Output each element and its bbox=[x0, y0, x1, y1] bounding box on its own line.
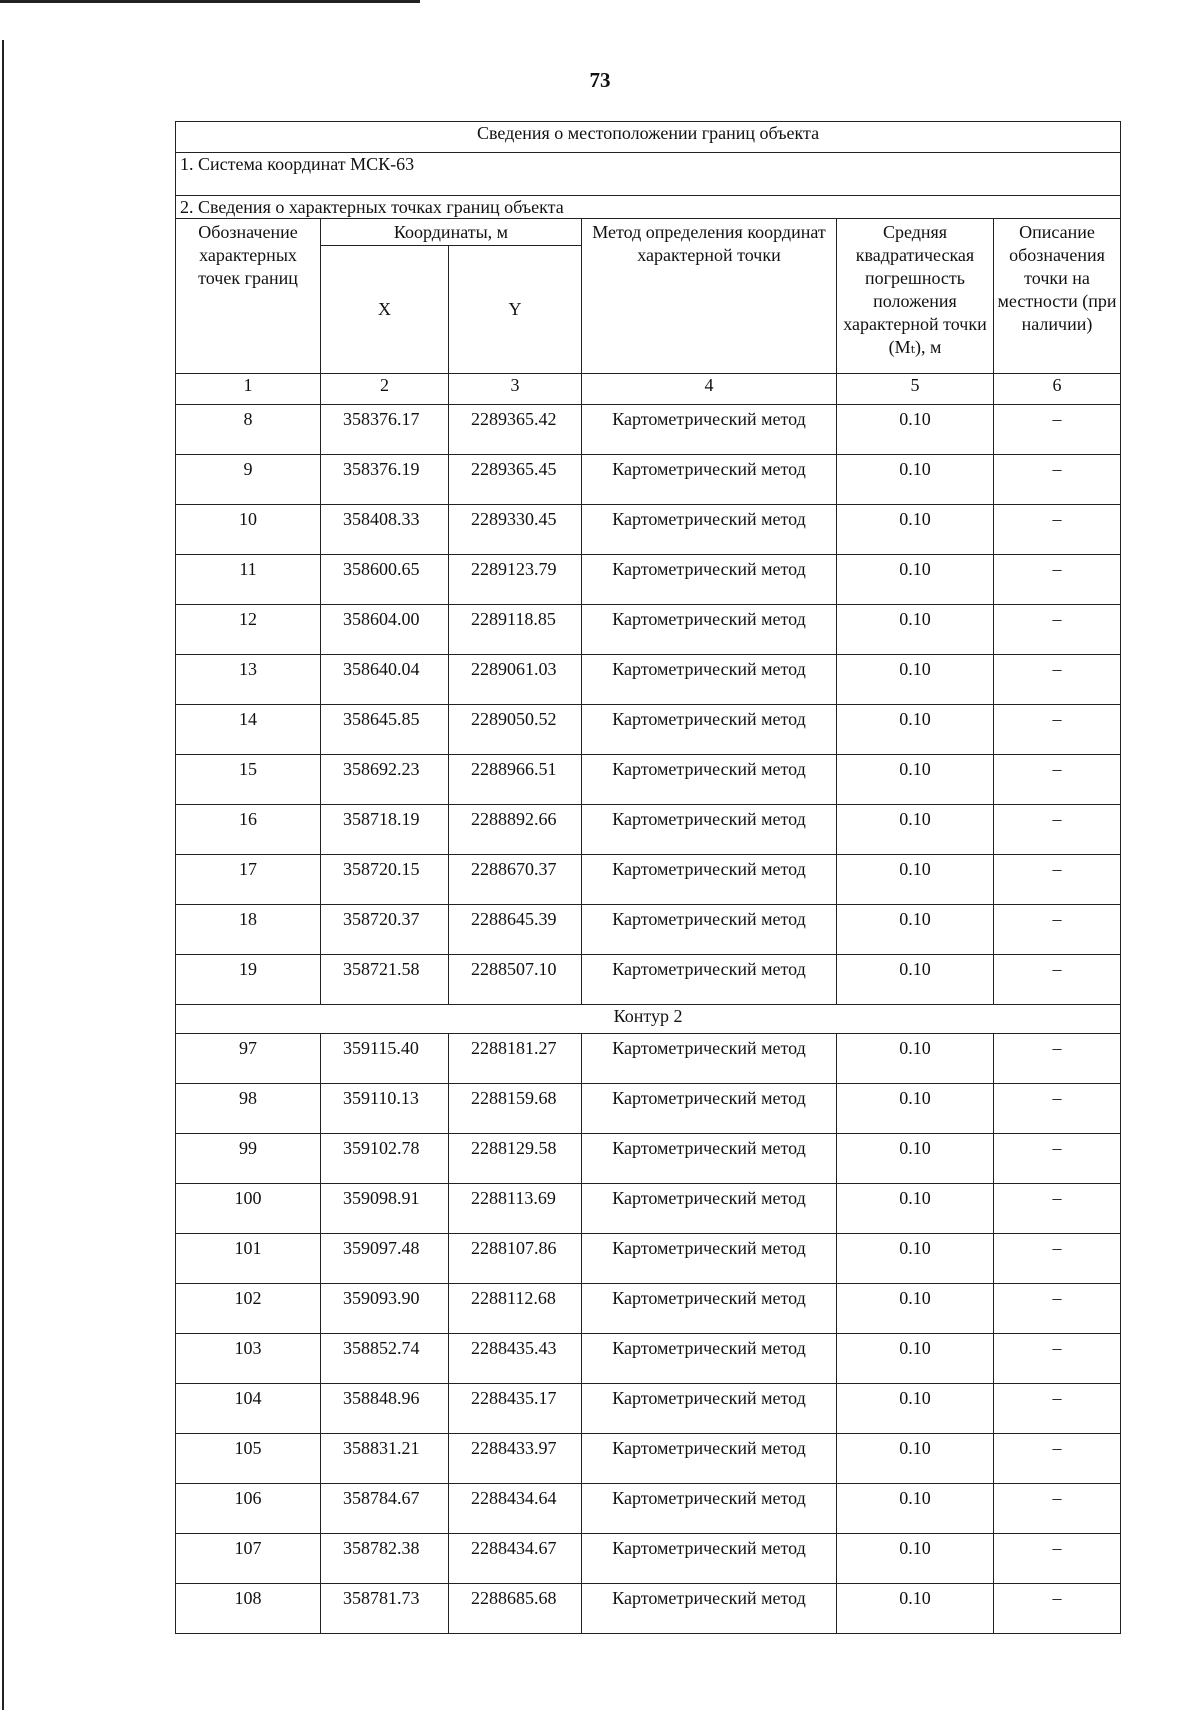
method-cell: Картометрический метод bbox=[582, 555, 837, 605]
method-cell: Картометрический метод bbox=[582, 855, 837, 905]
method-cell: Картометрический метод bbox=[582, 455, 837, 505]
y-cell: 2288434.64 bbox=[449, 1484, 582, 1534]
error-cell: 0.10 bbox=[837, 1234, 994, 1284]
header-description: Описание обозначения точки на местности (при наличии) bbox=[994, 219, 1121, 374]
table-title: Сведения о местоположении границ объекта bbox=[176, 122, 1121, 153]
table-row bbox=[176, 805, 1121, 855]
x-cell: 358831.21 bbox=[321, 1434, 449, 1484]
contour-label: Контур 2 bbox=[176, 1005, 1121, 1034]
table-row bbox=[176, 1384, 1121, 1434]
point-cell: 100 bbox=[176, 1184, 321, 1234]
y-cell: 2289118.85 bbox=[449, 605, 582, 655]
x-cell: 359097.48 bbox=[321, 1234, 449, 1284]
column-number: 3 bbox=[449, 374, 582, 405]
point-cell: 105 bbox=[176, 1434, 321, 1484]
error-cell: 0.10 bbox=[837, 955, 994, 1005]
description-cell: – bbox=[994, 1234, 1121, 1284]
column-number: 2 bbox=[321, 374, 449, 405]
column-number: 1 bbox=[176, 374, 321, 405]
header-error: Средняя квадратическая погрешность положения характерной точки (Mₜ), м bbox=[837, 219, 994, 374]
method-cell: Картометрический метод bbox=[582, 1034, 837, 1084]
description-cell: – bbox=[994, 505, 1121, 555]
y-cell: 2288181.27 bbox=[449, 1034, 582, 1084]
y-cell: 2288435.17 bbox=[449, 1384, 582, 1434]
x-cell: 358600.65 bbox=[321, 555, 449, 605]
y-cell: 2288670.37 bbox=[449, 855, 582, 905]
section-title: 2. Сведения о характерных точках границ объекта bbox=[176, 196, 1121, 219]
description-cell: – bbox=[994, 1284, 1121, 1334]
point-cell: 103 bbox=[176, 1334, 321, 1384]
error-cell: 0.10 bbox=[837, 1334, 994, 1384]
description-cell: – bbox=[994, 455, 1121, 505]
point-cell: 106 bbox=[176, 1484, 321, 1534]
x-cell: 358408.33 bbox=[321, 505, 449, 555]
description-cell: – bbox=[994, 1384, 1121, 1434]
description-cell: – bbox=[994, 1484, 1121, 1534]
point-cell: 8 bbox=[176, 405, 321, 455]
table-row bbox=[176, 555, 1121, 605]
point-cell: 17 bbox=[176, 855, 321, 905]
error-cell: 0.10 bbox=[837, 1034, 994, 1084]
x-cell: 359093.90 bbox=[321, 1284, 449, 1334]
method-cell: Картометрический метод bbox=[582, 1284, 837, 1334]
table-row bbox=[176, 755, 1121, 805]
method-cell: Картометрический метод bbox=[582, 1184, 837, 1234]
y-cell: 2288129.58 bbox=[449, 1134, 582, 1184]
error-cell: 0.10 bbox=[837, 755, 994, 805]
description-cell: – bbox=[994, 1534, 1121, 1584]
error-cell: 0.10 bbox=[837, 1134, 994, 1184]
y-cell: 2288507.10 bbox=[449, 955, 582, 1005]
x-cell: 358720.15 bbox=[321, 855, 449, 905]
y-cell: 2288113.69 bbox=[449, 1184, 582, 1234]
table-row bbox=[176, 855, 1121, 905]
error-cell: 0.10 bbox=[837, 905, 994, 955]
method-cell: Картометрический метод bbox=[582, 1384, 837, 1434]
header-point: Обозначение характерных точек границ bbox=[176, 219, 321, 374]
description-cell: – bbox=[994, 1034, 1121, 1084]
table-row bbox=[176, 1584, 1121, 1634]
table-row bbox=[176, 1134, 1121, 1184]
x-cell: 359115.40 bbox=[321, 1034, 449, 1084]
x-cell: 359110.13 bbox=[321, 1084, 449, 1134]
contour-label-row bbox=[176, 1005, 1121, 1034]
error-cell: 0.10 bbox=[837, 555, 994, 605]
description-cell: – bbox=[994, 905, 1121, 955]
point-cell: 19 bbox=[176, 955, 321, 1005]
column-numbers-row bbox=[176, 374, 1121, 405]
table-row bbox=[176, 655, 1121, 705]
column-number: 5 bbox=[837, 374, 994, 405]
error-cell: 0.10 bbox=[837, 705, 994, 755]
point-cell: 98 bbox=[176, 1084, 321, 1134]
error-cell: 0.10 bbox=[837, 655, 994, 705]
point-cell: 102 bbox=[176, 1284, 321, 1334]
header-x: X bbox=[321, 246, 449, 374]
x-cell: 358781.73 bbox=[321, 1584, 449, 1634]
table-row bbox=[176, 1484, 1121, 1534]
x-cell: 358782.38 bbox=[321, 1534, 449, 1584]
method-cell: Картометрический метод bbox=[582, 505, 837, 555]
description-cell: – bbox=[994, 1084, 1121, 1134]
y-cell: 2288434.67 bbox=[449, 1534, 582, 1584]
description-cell: – bbox=[994, 755, 1121, 805]
point-cell: 104 bbox=[176, 1384, 321, 1434]
point-cell: 15 bbox=[176, 755, 321, 805]
point-cell: 108 bbox=[176, 1584, 321, 1634]
description-cell: – bbox=[994, 1434, 1121, 1484]
method-cell: Картометрический метод bbox=[582, 1484, 837, 1534]
description-cell: – bbox=[994, 1184, 1121, 1234]
x-cell: 358692.23 bbox=[321, 755, 449, 805]
error-cell: 0.10 bbox=[837, 1584, 994, 1634]
header-coordinates: Координаты, м bbox=[321, 219, 582, 246]
method-cell: Картометрический метод bbox=[582, 1334, 837, 1384]
coordinate-system: 1. Система координат МСК-63 bbox=[176, 153, 1121, 196]
scan-edge-line-left bbox=[2, 40, 4, 1710]
table-row bbox=[176, 1184, 1121, 1234]
description-cell: – bbox=[994, 555, 1121, 605]
error-cell: 0.10 bbox=[837, 605, 994, 655]
x-cell: 358640.04 bbox=[321, 655, 449, 705]
page-number: 73 bbox=[589, 68, 611, 92]
error-cell: 0.10 bbox=[837, 805, 994, 855]
table-row bbox=[176, 1234, 1121, 1284]
method-cell: Картометрический метод bbox=[582, 805, 837, 855]
x-cell: 359098.91 bbox=[321, 1184, 449, 1234]
point-cell: 16 bbox=[176, 805, 321, 855]
x-cell: 359102.78 bbox=[321, 1134, 449, 1184]
point-cell: 14 bbox=[176, 705, 321, 755]
table-body bbox=[176, 122, 1121, 1634]
error-cell: 0.10 bbox=[837, 505, 994, 555]
description-cell: – bbox=[994, 1134, 1121, 1184]
error-cell: 0.10 bbox=[837, 1084, 994, 1134]
method-cell: Картометрический метод bbox=[582, 705, 837, 755]
y-cell: 2289061.03 bbox=[449, 655, 582, 705]
x-cell: 358721.58 bbox=[321, 955, 449, 1005]
x-cell: 358720.37 bbox=[321, 905, 449, 955]
description-cell: – bbox=[994, 955, 1121, 1005]
scan-edge-line-top bbox=[0, 0, 420, 3]
error-cell: 0.10 bbox=[837, 1434, 994, 1484]
table-row bbox=[176, 405, 1121, 455]
description-cell: – bbox=[994, 1584, 1121, 1634]
description-cell: – bbox=[994, 855, 1121, 905]
table-row bbox=[176, 605, 1121, 655]
table-row bbox=[176, 705, 1121, 755]
boundary-points-table bbox=[175, 121, 1121, 1634]
method-cell: Картометрический метод bbox=[582, 1434, 837, 1484]
table-row bbox=[176, 1084, 1121, 1134]
table-row bbox=[176, 1284, 1121, 1334]
x-cell: 358604.00 bbox=[321, 605, 449, 655]
header-y: Y bbox=[449, 246, 582, 374]
y-cell: 2288435.43 bbox=[449, 1334, 582, 1384]
x-cell: 358376.19 bbox=[321, 455, 449, 505]
x-cell: 358852.74 bbox=[321, 1334, 449, 1384]
error-cell: 0.10 bbox=[837, 855, 994, 905]
y-cell: 2289365.45 bbox=[449, 455, 582, 505]
table-row bbox=[176, 1334, 1121, 1384]
column-number: 4 bbox=[582, 374, 837, 405]
point-cell: 13 bbox=[176, 655, 321, 705]
error-cell: 0.10 bbox=[837, 1284, 994, 1334]
table-row bbox=[176, 905, 1121, 955]
method-cell: Картометрический метод bbox=[582, 955, 837, 1005]
point-cell: 107 bbox=[176, 1534, 321, 1584]
point-cell: 99 bbox=[176, 1134, 321, 1184]
description-cell: – bbox=[994, 705, 1121, 755]
error-cell: 0.10 bbox=[837, 405, 994, 455]
point-cell: 18 bbox=[176, 905, 321, 955]
y-cell: 2289050.52 bbox=[449, 705, 582, 755]
method-cell: Картометрический метод bbox=[582, 605, 837, 655]
method-cell: Картометрический метод bbox=[582, 1534, 837, 1584]
point-cell: 97 bbox=[176, 1034, 321, 1084]
point-cell: 11 bbox=[176, 555, 321, 605]
method-cell: Картометрический метод bbox=[582, 755, 837, 805]
table-row bbox=[176, 1434, 1121, 1484]
table-row bbox=[176, 455, 1121, 505]
y-cell: 2288892.66 bbox=[449, 805, 582, 855]
y-cell: 2288159.68 bbox=[449, 1084, 582, 1134]
description-cell: – bbox=[994, 405, 1121, 455]
y-cell: 2289330.45 bbox=[449, 505, 582, 555]
method-cell: Картометрический метод bbox=[582, 1084, 837, 1134]
description-cell: – bbox=[994, 655, 1121, 705]
point-cell: 101 bbox=[176, 1234, 321, 1284]
x-cell: 358718.19 bbox=[321, 805, 449, 855]
method-cell: Картометрический метод bbox=[582, 1584, 837, 1634]
y-cell: 2288645.39 bbox=[449, 905, 582, 955]
error-cell: 0.10 bbox=[837, 455, 994, 505]
y-cell: 2289123.79 bbox=[449, 555, 582, 605]
y-cell: 2288112.68 bbox=[449, 1284, 582, 1334]
y-cell: 2288433.97 bbox=[449, 1434, 582, 1484]
y-cell: 2288107.86 bbox=[449, 1234, 582, 1284]
x-cell: 358376.17 bbox=[321, 405, 449, 455]
y-cell: 2288685.68 bbox=[449, 1584, 582, 1634]
table-row bbox=[176, 1034, 1121, 1084]
description-cell: – bbox=[994, 605, 1121, 655]
method-cell: Картометрический метод bbox=[582, 1134, 837, 1184]
error-cell: 0.10 bbox=[837, 1484, 994, 1534]
table-row bbox=[176, 955, 1121, 1005]
method-cell: Картометрический метод bbox=[582, 1234, 837, 1284]
x-cell: 358645.85 bbox=[321, 705, 449, 755]
header-method: Метод определения координат характерной точки bbox=[582, 219, 837, 374]
method-cell: Картометрический метод bbox=[582, 405, 837, 455]
table-row bbox=[176, 505, 1121, 555]
column-number: 6 bbox=[994, 374, 1121, 405]
point-cell: 9 bbox=[176, 455, 321, 505]
error-cell: 0.10 bbox=[837, 1184, 994, 1234]
error-cell: 0.10 bbox=[837, 1384, 994, 1434]
description-cell: – bbox=[994, 805, 1121, 855]
method-cell: Картометрический метод bbox=[582, 655, 837, 705]
method-cell: Картометрический метод bbox=[582, 905, 837, 955]
y-cell: 2289365.42 bbox=[449, 405, 582, 455]
error-cell: 0.10 bbox=[837, 1534, 994, 1584]
table-row bbox=[176, 1534, 1121, 1584]
point-cell: 10 bbox=[176, 505, 321, 555]
x-cell: 358848.96 bbox=[321, 1384, 449, 1434]
y-cell: 2288966.51 bbox=[449, 755, 582, 805]
point-cell: 12 bbox=[176, 605, 321, 655]
x-cell: 358784.67 bbox=[321, 1484, 449, 1534]
description-cell: – bbox=[994, 1334, 1121, 1384]
